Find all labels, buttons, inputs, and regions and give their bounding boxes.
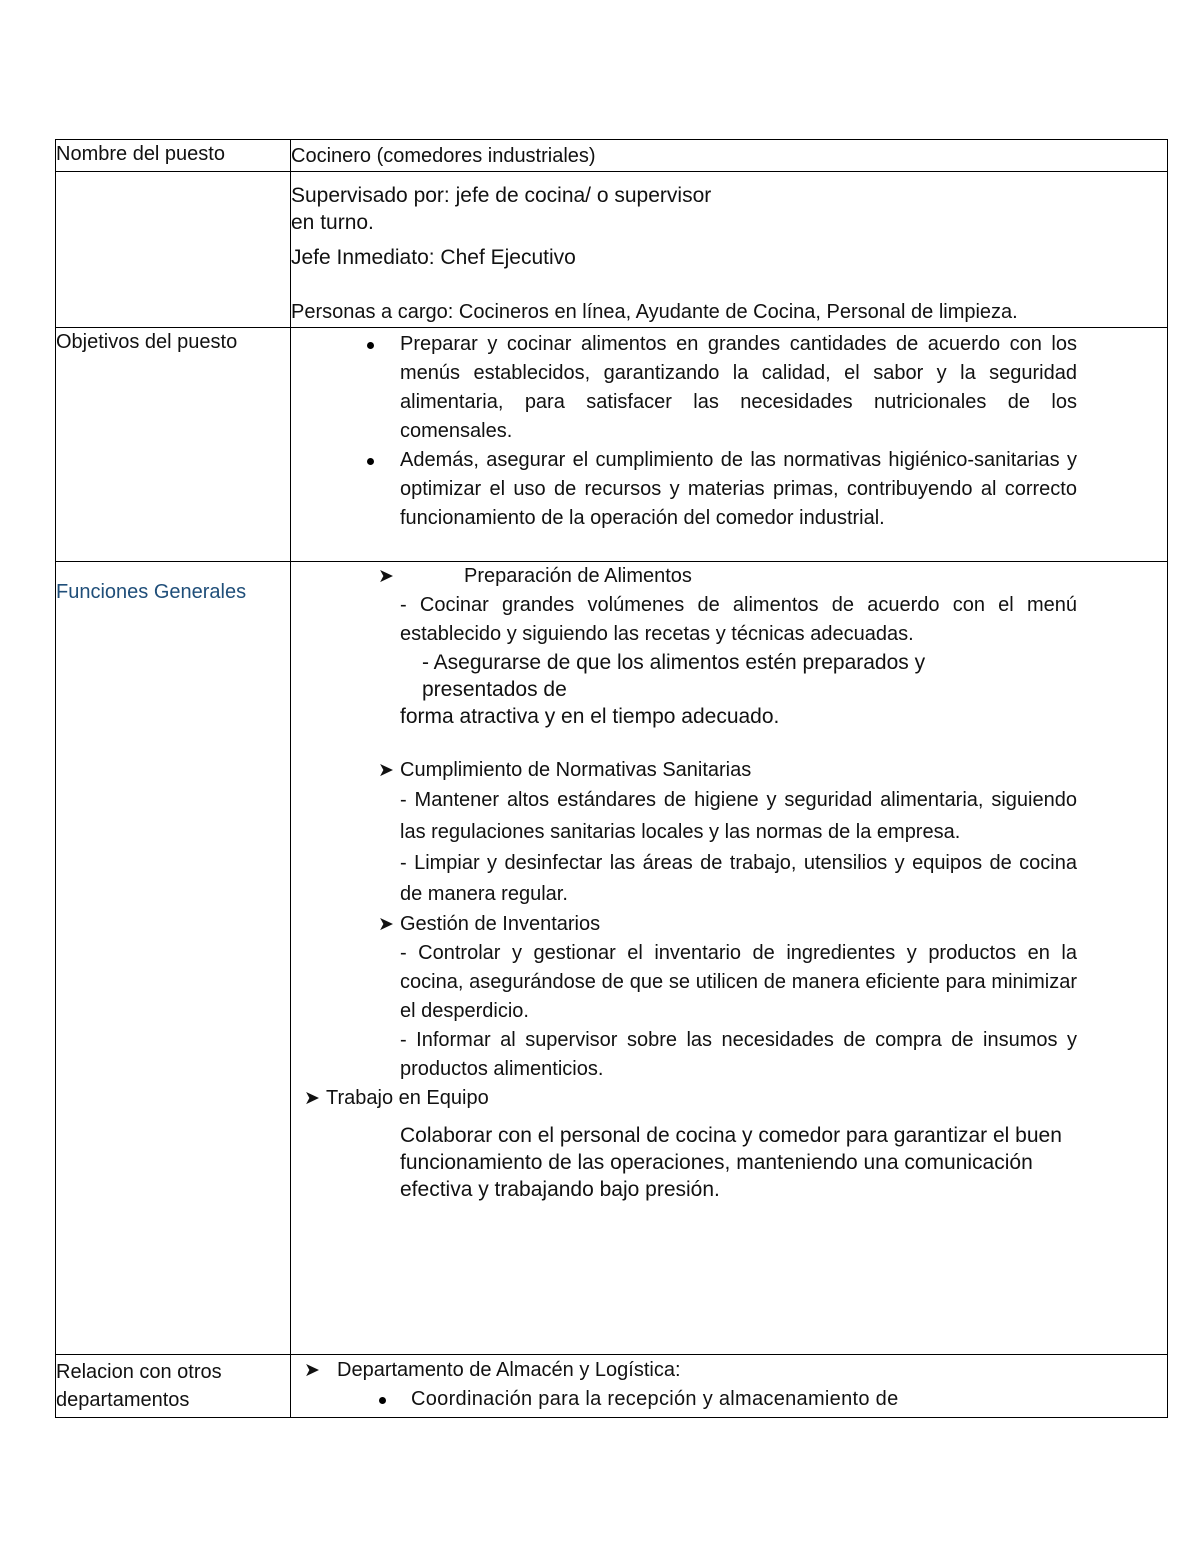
preparacion-p2-line-2: presentados de	[422, 678, 567, 701]
equipo-p1: Colaborar con el personal de cocina y comedor para garantizar el buen funcionamiento de las operaciones, manteniendo una comunicación efectiva y trabajando bajo presión.	[400, 1124, 1062, 1201]
arrowhead-bullet-icon: ➤	[378, 760, 394, 781]
preparacion-title: Preparación de Alimentos	[464, 565, 692, 587]
arrowhead-bullet-icon: ➤	[304, 1360, 320, 1381]
row-relacion	[56, 1355, 1168, 1418]
objetivos-content	[291, 328, 1168, 562]
preparacion-p2-line-3: forma atractiva y en el tiempo adecuado.	[400, 705, 780, 728]
inventarios-p2: - Informar al supervisor sobre las necesidades de compra de insumos y productos alimenticios.	[400, 1029, 1077, 1080]
section-inventarios	[291, 910, 1167, 939]
almacen-item: Coordinación para la recepción y almacenamiento de	[411, 1388, 899, 1410]
row-nombre	[56, 140, 1168, 172]
supervision-content	[291, 172, 1168, 328]
section-almacen	[291, 1355, 1167, 1385]
normativas-p2: - Limpiar y desinfectar las áreas de trabajo, utensilios y equipos de cocina de manera regular.	[400, 852, 1077, 905]
personas-a-cargo: Personas a cargo: Cocineros en línea, Ayudante de Cocina, Personal de limpieza.	[291, 301, 1018, 323]
label-empty	[56, 172, 291, 328]
section-normativas	[291, 756, 1167, 785]
label-objetivos: Objetivos del puesto	[56, 328, 291, 562]
section-equipo	[291, 1084, 1167, 1113]
normativas-p1: - Mantener altos estándares de higiene y seguridad alimentaria, siguiendo las regulaciones sanitarias locales y las normas de la empresa.	[400, 789, 1077, 843]
value-nombre-del-puesto	[291, 140, 1168, 172]
preparacion-p2-line-1: - Asegurarse de que los alimentos estén preparados y	[422, 651, 926, 674]
label-relacion-line-1: Relacion con otros	[56, 1361, 222, 1383]
jefe-inmediato: Jefe Inmediato: Chef Ejecutivo	[291, 246, 576, 269]
funciones-content	[291, 562, 1168, 1355]
objetivo-text-2: Además, asegurar el cumplimiento de las normativas higiénico-sanitarias y optimizar el uso de recursos y materias primas, contribuyendo al correcto funcionamiento de la operación del comedor industrial.	[400, 449, 1077, 529]
round-bullet-icon	[367, 342, 374, 349]
section-preparacion	[291, 562, 1167, 591]
row-supervision	[56, 172, 1168, 328]
row-objetivos	[56, 328, 1168, 562]
job-description-table	[55, 139, 1168, 1418]
inventarios-p1: - Controlar y gestionar el inventario de ingredientes y productos en la cocina, asegurándose de que se utilicen de manera eficiente para minimizar el desperdicio.	[400, 942, 1077, 1022]
row-funciones	[56, 562, 1168, 1355]
list-item	[291, 330, 1167, 446]
supervisado-line-1: Supervisado por: jefe de cocina/ o supervisor	[291, 184, 712, 207]
supervisado-line-2: en turno.	[291, 211, 374, 234]
arrowhead-bullet-icon: ➤	[378, 914, 394, 935]
arrowhead-bullet-icon: ➤	[378, 566, 394, 587]
round-bullet-icon	[367, 458, 374, 465]
inventarios-title: Gestión de Inventarios	[400, 913, 601, 935]
objetivos-list	[291, 330, 1167, 533]
almacen-title: Departamento de Almacén y Logística:	[337, 1359, 681, 1381]
label-relacion	[56, 1355, 291, 1418]
normativas-title: Cumplimiento de Normativas Sanitarias	[400, 759, 752, 781]
preparacion-p1: - Cocinar grandes volúmenes de alimentos de acuerdo con el menú establecido y siguiendo las recetas y técnicas adecuadas.	[400, 594, 1077, 645]
label-funciones-generales: Funciones Generales	[56, 562, 291, 1355]
round-bullet-icon	[379, 1397, 386, 1404]
label-relacion-line-2: departamentos	[56, 1389, 190, 1411]
list-item	[291, 446, 1167, 533]
objetivo-text-1: Preparar y cocinar alimentos en grandes cantidades de acuerdo con los menús establecidos, garantizando la calidad, el sabor y la seguridad alimentaria, para satisfacer las necesidades nutricionales de los comensales.	[400, 333, 1077, 442]
job-title: Cocinero (comedores industriales)	[291, 145, 596, 167]
equipo-title: Trabajo en Equipo	[326, 1087, 489, 1109]
list-item	[291, 1385, 1167, 1414]
arrowhead-bullet-icon: ➤	[304, 1088, 320, 1109]
preparacion-p2	[291, 649, 1167, 703]
relacion-content	[291, 1355, 1168, 1418]
label-nombre-del-puesto: Nombre del puesto	[56, 140, 291, 172]
